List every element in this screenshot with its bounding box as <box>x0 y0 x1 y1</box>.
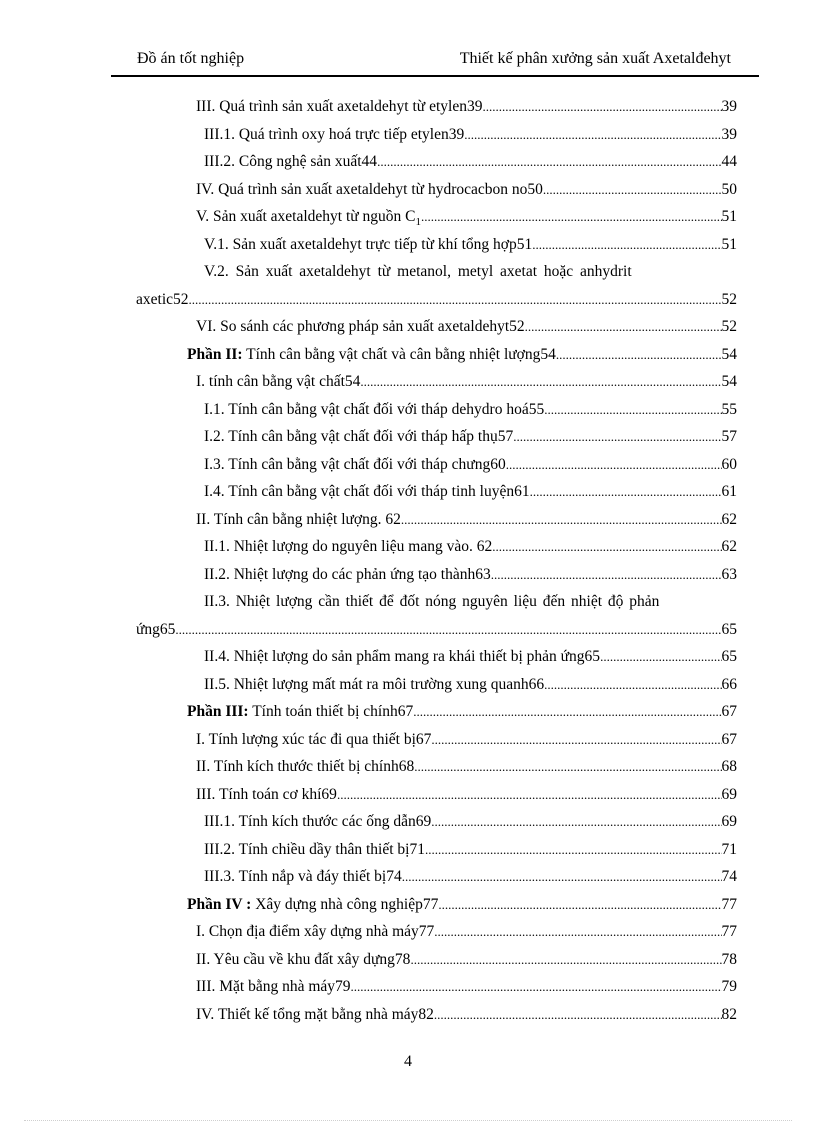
toc-entry-text: II. Tính cân bằng nhiệt lượng. 62 <box>196 510 401 528</box>
toc-part-label: Phần II: <box>187 345 243 363</box>
toc-leader-dots <box>189 286 722 314</box>
toc-entry-text: III.2. Công nghệ sản xuất44 <box>204 153 378 170</box>
toc-entry[interactable] <box>136 451 737 479</box>
toc-entry-page: 82 <box>721 1005 737 1023</box>
header-right: Thiết kế phân xưởng sản xuất Axetalđehyt <box>459 50 731 67</box>
toc-entry-page: 62 <box>721 510 737 528</box>
toc-entry[interactable] <box>136 863 737 891</box>
toc-entry-page: 39 <box>721 125 737 143</box>
toc-leader-dots <box>438 891 721 919</box>
toc-leader-dots <box>556 341 722 369</box>
toc-entry-text: II.4. Nhiệt lượng do sản phẩm mang ra khái thiết bị phản ứng65 <box>204 648 601 665</box>
toc-entry-page: 69 <box>721 785 737 803</box>
toc-entry[interactable] <box>136 698 737 726</box>
toc-entry-text: II. Tính kích thước thiết bị chính68 <box>196 758 415 775</box>
toc-entry-first-line[interactable] <box>136 258 737 286</box>
toc-entry[interactable] <box>136 121 737 149</box>
toc-entry-page: 61 <box>721 483 737 500</box>
toc-entry[interactable] <box>136 643 737 671</box>
toc-leader-dots <box>492 533 721 561</box>
toc-entry-text: III.1. Tính kích thước các ống dẫn69 <box>204 813 432 830</box>
toc-entry[interactable] <box>136 341 737 369</box>
toc-entry-text: IV. Quá trình sản xuất axetaldehyt từ hydrocacbon no50 <box>196 180 543 198</box>
toc-entry[interactable] <box>136 231 737 259</box>
toc-leader-dots <box>401 506 722 534</box>
toc-entry-page: 77 <box>721 895 737 913</box>
toc-entry[interactable] <box>136 561 737 589</box>
toc-entry-text: III.2. Tính chiều dầy thân thiết bị71 <box>204 840 425 858</box>
toc-leader-dots <box>431 808 721 836</box>
toc-leader-dots <box>506 451 722 479</box>
toc-leader-dots <box>525 313 722 341</box>
toc-entry-page: 71 <box>721 840 737 858</box>
toc-entry-page: 39 <box>721 98 737 115</box>
toc-entry-text: V. Sản xuất axetaldehyt từ nguồn $C_1$ <box>196 208 421 229</box>
toc-entry[interactable] <box>136 93 737 121</box>
toc-entry-text: III.3. Tính nắp và đáy thiết bị74 <box>204 868 402 885</box>
toc-entry[interactable] <box>136 1001 737 1029</box>
toc-leader-dots <box>410 946 721 974</box>
toc-entry[interactable] <box>136 671 737 699</box>
toc-entry[interactable] <box>136 423 737 451</box>
toc-entry[interactable] <box>136 753 737 781</box>
toc-entry-text: IV. Thiết kế tổng mặt bằng nhà máy82 <box>196 1005 434 1023</box>
toc-entry-page: 63 <box>721 565 737 583</box>
toc-entry-page: 65 <box>721 620 737 638</box>
toc-leader-dots <box>464 121 721 149</box>
toc-entry[interactable] <box>136 891 737 919</box>
page-number: 4 <box>404 1053 412 1070</box>
toc-entry-page: 54 <box>721 345 737 363</box>
toc-entry-text: I.2. Tính cân bằng vật chất đối với tháp hấp thụ57 <box>204 428 514 445</box>
toc-entry-text: Phần II: Tính cân bằng vật chất và cân bằng nhiệt lượng54 <box>187 345 556 363</box>
toc-entry-text: Phần III: Tính toán thiết bị chính67 <box>187 703 414 720</box>
toc-entry-page: 60 <box>721 455 737 473</box>
toc-entry-page: 44 <box>721 153 737 170</box>
toc-entry[interactable] <box>136 836 737 864</box>
toc-entry-text: I. tính cân bằng vật chất54 <box>196 373 361 390</box>
toc-entry[interactable] <box>136 396 737 424</box>
toc-entry[interactable] <box>136 176 737 204</box>
toc-leader-dots <box>351 973 722 1001</box>
toc-leader-dots <box>175 616 721 644</box>
toc-entry-page: 52 <box>721 290 737 308</box>
toc-entry-page: 54 <box>721 373 737 390</box>
toc-entry-text: I.4. Tính cân bằng vật chất đối với tháp tinh luyện61 <box>204 483 530 500</box>
toc-entry[interactable] <box>136 616 737 644</box>
toc-entry-page: 79 <box>721 978 737 995</box>
toc-leader-dots <box>402 863 722 891</box>
toc-entry[interactable] <box>136 533 737 561</box>
toc-entry-text: I. Chọn địa điểm xây dựng nhà máy77 <box>196 923 435 940</box>
toc-leader-dots <box>543 176 722 204</box>
toc-entry[interactable] <box>136 313 737 341</box>
toc-part-label: Phần III: <box>187 703 249 720</box>
toc-entry[interactable] <box>136 478 737 506</box>
toc-entry-page: 74 <box>721 868 737 885</box>
header-rule <box>111 75 759 77</box>
toc-leader-dots <box>530 478 722 506</box>
toc-entry-text: III. Mặt bằng nhà máy79 <box>196 978 351 995</box>
toc-leader-dots <box>377 148 721 176</box>
page-bottom-edge <box>24 1120 792 1121</box>
toc-entry[interactable] <box>136 918 737 946</box>
toc-entry[interactable] <box>136 808 737 836</box>
toc-entry-page: 67 <box>721 703 737 720</box>
toc-entry-text: II.5. Nhiệt lượng mất mát ra môi trường xung quanh66 <box>204 675 545 693</box>
toc-leader-dots <box>434 918 721 946</box>
toc-leader-dots <box>431 726 721 754</box>
toc-entry-text: ứng65 <box>136 620 176 638</box>
toc-entry-text: II. Yêu cầu về khu đất xây dựng78 <box>196 950 411 968</box>
toc-entry-text: II.1. Nhiệt lượng do nguyên liệu mang vào. 62 <box>204 538 493 555</box>
toc-leader-dots <box>532 231 721 259</box>
toc-entry-page: 77 <box>721 923 737 940</box>
toc-leader-dots <box>513 423 721 451</box>
page-header <box>111 50 759 74</box>
toc-entry-text: II.3. Nhiệt lượng cần thiết để đốt nóng nguyên liệu đến nhiệt độ phản <box>204 593 660 610</box>
toc-entry-page: 67 <box>721 730 737 748</box>
toc-entry-text: III. Tính toán cơ khí69 <box>196 785 337 803</box>
table-of-contents <box>136 93 737 1028</box>
toc-entry[interactable] <box>136 203 737 231</box>
toc-entry-text: I.3. Tính cân bằng vật chất đối với tháp chưng60 <box>204 455 506 473</box>
toc-entry-text: VI. So sánh các phương pháp sản xuất axetaldehyt52 <box>196 318 525 335</box>
toc-entry-page: 51 <box>721 208 737 225</box>
toc-entry-text: axetic52 <box>136 290 189 308</box>
toc-entry-page: 66 <box>721 675 737 693</box>
toc-entry-page: 52 <box>721 318 737 335</box>
toc-entry[interactable] <box>136 506 737 534</box>
toc-entry-text: III.1. Quá trình oxy hoá trực tiếp etylen39 <box>204 125 465 143</box>
toc-entry-text: I. Tính lượng xúc tác đi qua thiết bị67 <box>196 730 432 748</box>
toc-leader-dots <box>600 643 721 671</box>
toc-entry[interactable] <box>136 368 737 396</box>
toc-part-label: Phần IV : <box>187 895 252 913</box>
toc-leader-dots <box>413 698 721 726</box>
toc-entry[interactable] <box>136 286 737 314</box>
toc-entry-text: Phần IV : Xây dựng nhà công nghiệp77 <box>187 895 439 913</box>
toc-entry[interactable] <box>136 946 737 974</box>
toc-entry-text: I.1. Tính cân bằng vật chất đối với tháp dehydro hoá55 <box>204 400 545 418</box>
toc-entry-first-line[interactable] <box>136 588 737 616</box>
toc-entry-page: 57 <box>721 428 737 445</box>
toc-entry-page: 69 <box>721 813 737 830</box>
toc-entry-page: 51 <box>721 235 737 253</box>
toc-entry[interactable] <box>136 148 737 176</box>
toc-leader-dots <box>434 1001 722 1029</box>
toc-entry[interactable] <box>136 726 737 754</box>
toc-entry-page: 62 <box>721 538 737 555</box>
toc-leader-dots <box>360 368 721 396</box>
toc-entry-page: 78 <box>721 950 737 968</box>
toc-entry-page: 55 <box>721 400 737 418</box>
toc-entry[interactable] <box>136 973 737 1001</box>
toc-entry-text: V.1. Sản xuất axetaldehyt trực tiếp từ khí tổng hợp51 <box>204 235 533 253</box>
toc-leader-dots <box>425 836 722 864</box>
toc-leader-dots <box>414 753 721 781</box>
toc-entry[interactable] <box>136 781 737 809</box>
toc-leader-dots <box>544 396 721 424</box>
toc-entry-text: V.2. Sản xuất axetaldehyt từ metanol, metyl axetat hoặc anhydrit <box>204 263 632 280</box>
toc-leader-dots <box>544 671 721 699</box>
toc-leader-dots <box>421 203 722 231</box>
header-left: Đồ án tốt nghiệp <box>137 50 245 67</box>
toc-entry-page: 68 <box>721 758 737 775</box>
toc-leader-dots <box>482 93 721 121</box>
toc-entry-page: 65 <box>721 648 737 665</box>
toc-leader-dots <box>337 781 722 809</box>
toc-leader-dots <box>491 561 722 589</box>
toc-entry-subscript: 1 <box>415 216 421 229</box>
toc-entry-page: 50 <box>721 180 737 198</box>
toc-entry-text: II.2. Nhiệt lượng do các phản ứng tạo thành63 <box>204 565 491 583</box>
toc-entry-text: III. Quá trình sản xuất axetaldehyt từ etylen39 <box>196 98 483 115</box>
